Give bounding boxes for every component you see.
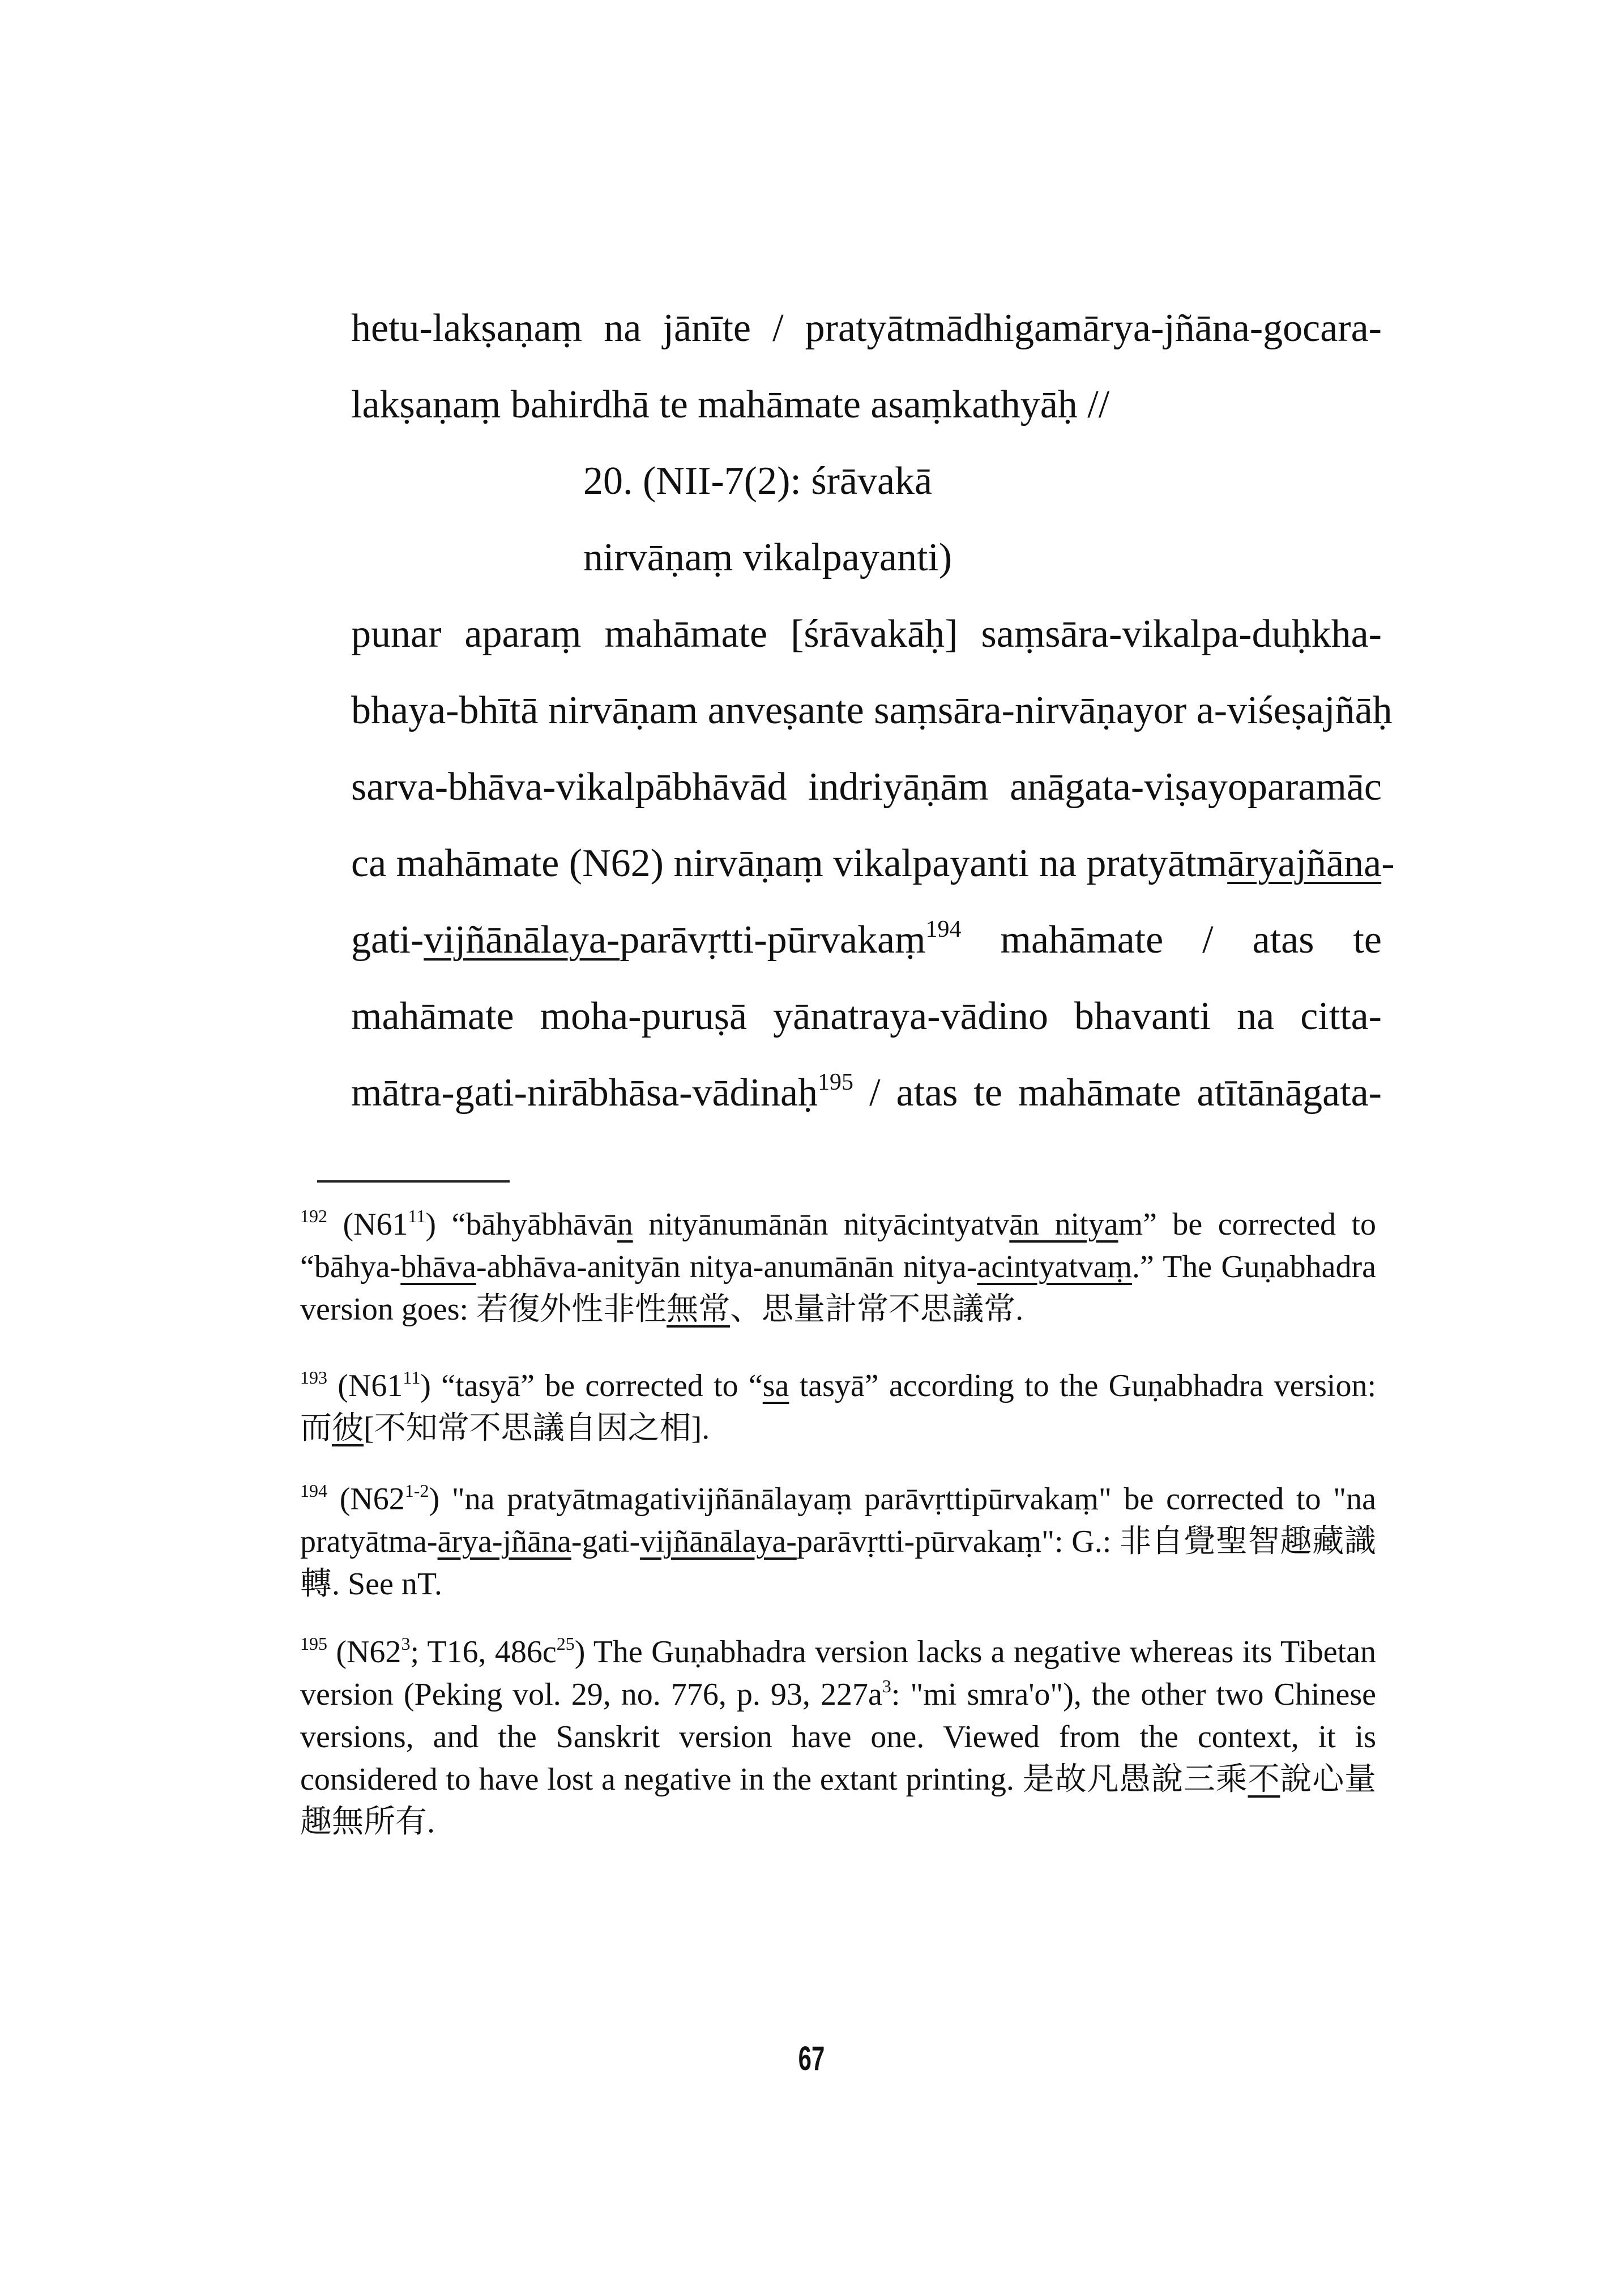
footnote-text: ) “bāhyābhāvā xyxy=(425,1207,617,1242)
text-line: bhaya-bhītā nirvāṇam anveṣante saṃsāra-nirvāṇayor a-viśeṣajñāḥ xyxy=(351,689,1393,732)
section-heading: 20. (NII-7(2): śrāvakā xyxy=(583,459,933,503)
footnote-193 xyxy=(300,1365,1376,1450)
underlined-text: bhāva xyxy=(400,1249,476,1284)
footnote-ref-sup: 11 xyxy=(403,1367,421,1388)
footnote-text: 、思量計常不思議常. xyxy=(730,1292,1024,1327)
text-line: mahāmate moha-puruṣā yānatraya-vādino bhavanti na citta- xyxy=(351,995,1382,1038)
footnote-number: 194 xyxy=(300,1480,327,1501)
text-segment: mātra-gati-nirābhāsa-vādinaḥ xyxy=(351,1071,818,1115)
footnote-ref-sup: 1-2 xyxy=(404,1480,429,1501)
footnote-ref: (N62 xyxy=(327,1482,405,1517)
footnote-194 xyxy=(300,1478,1376,1606)
footnote-ref: (N61 xyxy=(327,1207,408,1242)
footnote-text: m” be corrected to “bāhya- xyxy=(300,1207,1377,1284)
footnote-marker: 195 xyxy=(818,1069,854,1095)
text-line: lakṣaṇaṃ bahirdhā te mahāmate asaṃkathyāḥ // xyxy=(351,383,1110,426)
footnote-text: : "mi smra'o"), the other two Chinese versions, and the Sanskrit version have one. Viewed from the context, it is considered to have lost a negative in the extant printing. 是故凡愚說三乘 xyxy=(300,1677,1376,1797)
footnote-text: ) The Guṇabhadra version lacks a negative whereas its Tibetan version (Peking vol. 29, no. 776, p. 93, 227a xyxy=(300,1634,1377,1712)
footnote-ref: (N62 xyxy=(327,1634,402,1670)
underlined-text: sa xyxy=(762,1368,789,1403)
footnote-ref: (N61 xyxy=(327,1368,403,1403)
footnote-ref: ; T16, 486c xyxy=(410,1634,557,1670)
footnote-marker: 194 xyxy=(925,916,962,942)
footnote-number: 193 xyxy=(300,1367,327,1388)
underlined-text: vijñānālaya- xyxy=(424,918,620,962)
text-segment: mahāmate / atas te xyxy=(961,918,1382,962)
footnote-text: 說心量趣無所有. xyxy=(300,1762,1377,1840)
footnote-text: -abhāva-anityān nitya-anumānān nitya- xyxy=(476,1249,977,1284)
footnote-195 xyxy=(300,1631,1376,1843)
text-segment: parāvṛtti-pūrvakaṃ xyxy=(620,918,926,962)
text-segment: - xyxy=(1381,842,1395,885)
text-segment: ca mahāmate (N62) nirvāṇaṃ vikalpayanti na pratyātm xyxy=(351,842,1228,885)
underlined-text: ān nitya xyxy=(1009,1207,1118,1242)
underlined-text: 無常 xyxy=(667,1292,731,1327)
page-number: 67 xyxy=(798,2039,825,2077)
footnote-text: ) "na pratyātmagativijñānālayaṃ parāvṛttipūrvakaṃ" be corrected to "na pratyātma- xyxy=(300,1482,1376,1559)
section-heading: nirvāṇaṃ vikalpayanti) xyxy=(583,536,953,579)
text-segment: gati- xyxy=(351,918,424,962)
footnote-ref-sup: 3 xyxy=(882,1676,891,1696)
underlined-text: 彼 xyxy=(332,1411,364,1446)
text-line xyxy=(351,1070,1382,1116)
underlined-text: ārya-jñāna xyxy=(437,1524,571,1559)
footnote-number: 192 xyxy=(300,1206,327,1226)
text-line: sarva-bhāva-vikalpābhāvād indriyāṇām anāgata-viṣayoparamāc xyxy=(351,765,1382,809)
footnote-text: tasyā” according to the Guṇabhadra version: 而 xyxy=(300,1368,1377,1446)
footnote-text: parāvṛtti-pūrvakaṃ": G.: 非自覺聖智趣藏識轉. See nT. xyxy=(300,1524,1376,1602)
footnote-ref-sup: 3 xyxy=(401,1633,411,1654)
text-line: hetu-lakṣaṇaṃ na jānīte / pratyātmādhigamārya-jñāna-gocara- xyxy=(351,306,1382,350)
footnote-text: .” The Guṇabhadra version goes: 若復外性非性 xyxy=(300,1249,1376,1327)
underlined-text: n xyxy=(617,1207,633,1242)
underlined-text: āryajñāna xyxy=(1227,842,1382,885)
underlined-text: 不 xyxy=(1248,1762,1280,1797)
footnote-ref-sup: 25 xyxy=(556,1633,575,1654)
underlined-text: vijñānālaya- xyxy=(640,1524,797,1559)
footnote-text: [不知常不思議自因之相]. xyxy=(364,1411,710,1446)
footnote-number: 195 xyxy=(300,1633,327,1654)
footnote-text: nityānumānān nityācintyatv xyxy=(633,1207,1010,1242)
footnote-separator xyxy=(317,1180,510,1183)
underlined-text: acintyatvaṃ xyxy=(977,1249,1133,1284)
footnote-192 xyxy=(300,1204,1376,1331)
text-segment: / atas te mahāmate atītānāgata- xyxy=(853,1071,1382,1115)
text-line xyxy=(351,917,1382,963)
footnote-ref-sup: 11 xyxy=(408,1206,426,1226)
footnote-text: -gati- xyxy=(571,1524,640,1559)
footnote-text: ) “tasyā” be corrected to “ xyxy=(420,1368,763,1403)
text-line xyxy=(351,841,1395,886)
text-line: punar aparaṃ mahāmate [śrāvakāḥ] saṃsāra-vikalpa-duḥkha- xyxy=(351,612,1382,656)
